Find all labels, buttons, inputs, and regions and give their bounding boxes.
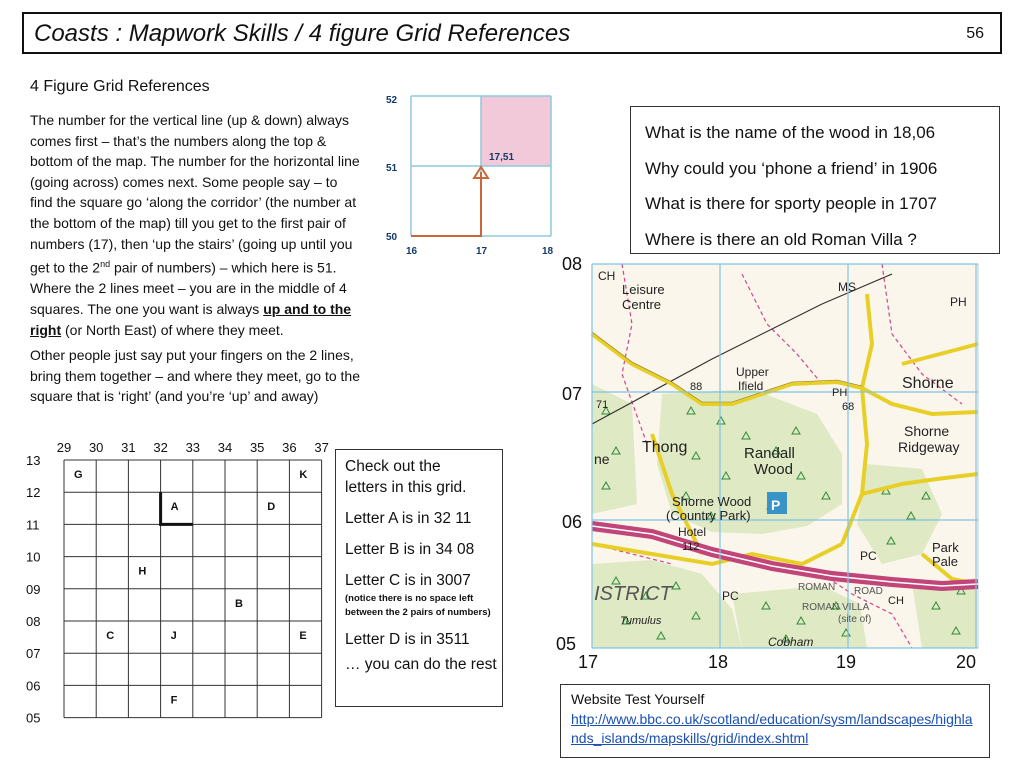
para1-text-c: (or North East) of where they meet. (61, 321, 284, 338)
check-letter-a: Letter A is in 32 11 (345, 510, 472, 527)
map-place-label: ROMAN (802, 602, 840, 613)
grid-letter: J (170, 630, 177, 642)
grid-letter: K (299, 469, 308, 481)
grid-letter: F (170, 694, 178, 707)
map-place-label: Shorne (904, 423, 950, 439)
map-y-label: 06 (562, 512, 583, 532)
map-body (592, 264, 978, 649)
grid-top-label: 30 (88, 440, 104, 455)
check-box (335, 449, 503, 707)
diagram-arrow (411, 172, 481, 236)
map-place-label: CH (888, 595, 904, 607)
map-place-label: 68 (842, 401, 855, 413)
map-place-label: PH (832, 387, 848, 399)
grid-top-label: 36 (282, 440, 297, 455)
page-number: 56 (966, 25, 984, 42)
intro-paragraph-1 (30, 110, 360, 340)
grid-top-label: 37 (314, 440, 329, 455)
grid-left-label: 10 (26, 549, 41, 565)
para1-text-b: pair of numbers) – which here is 51. Where the 2 lines meet – you are in the middle of 4 squares. The one you want is always (30, 259, 347, 317)
website-link[interactable]: http://www.bbc.co.uk/scotland/education/sysm/landscapes/highlands_islands/mapskills/grid/index.shtml (571, 710, 973, 746)
website-label: Website Test Yourself (571, 691, 705, 707)
section-heading: 4 Figure Grid References (30, 78, 210, 95)
map-place-label: Cobham (768, 635, 814, 649)
map-place-label: PH (950, 295, 967, 309)
grid-letter: G (74, 469, 83, 481)
question-4: Where is there an old Roman Villa ? (645, 229, 917, 249)
grid-letter: D (267, 501, 276, 514)
map-place-label: Ridgeway (898, 439, 960, 455)
questions-box (630, 106, 1000, 254)
grid-letter: C (106, 630, 115, 642)
map-place-label: Hotel (678, 525, 707, 539)
grid-letter: E (299, 630, 307, 642)
grid-top-label: 33 (185, 440, 201, 455)
diagram-cell-label: 17,51 (489, 152, 515, 163)
map-y-label: 07 (562, 384, 583, 404)
map-place-label: Shorne (902, 375, 954, 392)
grid-letter: B (235, 597, 243, 610)
para1-superscript: nd (100, 259, 111, 270)
os-map-extract (556, 254, 992, 674)
check-rest: … you can do the rest (345, 656, 497, 673)
map-place-label: Tumulus (620, 615, 662, 627)
map-place-label: 88 (690, 381, 703, 393)
para1-text-a: The number for the vertical line (up & down) always comes first – that’s the numbers along the top & bottom of the map. The number for the horizontal line (going across) comes next. Some people say – to find the square go ‘along the corridor’ (the number at the bottom of the map) till you get to the first pair of numbers (17), then ‘up the stairs’ (going up until you get to the 2 (30, 112, 360, 276)
map-place-label: MS (838, 280, 856, 294)
map-x-label: 19 (836, 652, 857, 672)
map-place-label: ROAD (854, 586, 883, 597)
map-place-label: 71 (596, 399, 609, 411)
diagram-x-label: 18 (542, 246, 554, 257)
map-place-label: Shorne Wood (672, 494, 752, 509)
title-bar (22, 12, 1002, 54)
map-place-label: Pale (932, 554, 959, 569)
grid-top-label: 31 (121, 440, 136, 455)
question-1: What is the name of the wood in 18,06 (645, 123, 936, 142)
map-x-label: 20 (956, 652, 977, 672)
check-letter-c: Letter C is in 3007 (345, 572, 471, 589)
grid-top-label: 34 (217, 440, 233, 455)
map-place-label: Leisure (622, 282, 665, 297)
grid-left-label: 11 (26, 517, 40, 533)
check-note-1: (notice there is no space left (345, 593, 474, 604)
map-place-label: ROMAN (798, 582, 836, 593)
map-place-label: (Country Park) (666, 508, 751, 523)
check-note-2: between the 2 pairs of numbers) (345, 607, 491, 618)
grid-letter: H (138, 565, 147, 578)
check-line-2: letters in this grid. (345, 479, 467, 496)
check-line-1: Check out the (345, 458, 441, 475)
grid-left-label: 07 (26, 646, 41, 662)
map-place-label: Ifield (738, 379, 764, 393)
question-3: What is there for sporty people in 1707 (645, 194, 937, 213)
question-2: Why could you ‘phone a friend’ in 1906 (645, 158, 938, 178)
grid-left-label: 09 (26, 581, 41, 597)
map-place-label: Centre (622, 297, 662, 312)
map-place-label: Wood (754, 461, 793, 478)
diagram-y-label: 51 (386, 163, 398, 174)
map-place-label: P (771, 497, 781, 513)
map-place-label: VILLA (842, 602, 870, 613)
map-place-label: ISTRICT (594, 583, 672, 605)
intro-paragraph-2: Other people just say put your fingers on the 2 lines, bring them together – and where they meet, go to the square that is ‘right’ (and you’re ‘up’ and away) (30, 347, 360, 405)
map-place-label: Park (932, 540, 959, 555)
grid-letter: A (170, 501, 179, 514)
page-title: Coasts : Mapwork Skills / 4 figure Grid References (34, 20, 571, 47)
grid-left-label: 13 (26, 453, 41, 468)
para1-emphasis: up and to the right (30, 301, 352, 338)
website-box (560, 684, 990, 758)
diagram-x-label: 17 (476, 246, 488, 257)
grid-left-label: 08 (26, 614, 41, 629)
grid-left-label: 12 (26, 485, 41, 501)
map-place-label: Upper (736, 365, 769, 379)
map-y-label: 05 (556, 634, 577, 654)
map-place-label: Thong (642, 439, 688, 456)
grid-left-label: 06 (26, 678, 41, 694)
diagram-y-label: 50 (386, 232, 398, 243)
map-place-label: Randall (744, 445, 795, 462)
letter-grid (26, 434, 336, 726)
grid-top-label: 29 (56, 440, 72, 455)
grid-reference-diagram (380, 88, 560, 260)
check-letter-d: Letter D is in 3511 (345, 631, 470, 648)
map-place-label: PC (722, 589, 739, 603)
map-x-label: 17 (578, 652, 599, 672)
map-place-label: CH (598, 269, 616, 283)
diagram-x-label: 16 (406, 246, 418, 257)
map-x-label: 18 (708, 652, 729, 672)
map-place-label: ne (594, 451, 610, 467)
grid-top-label: 35 (249, 440, 265, 455)
grid-left-label: 05 (26, 710, 41, 726)
map-place-label: (site of) (838, 614, 872, 625)
map-place-label: PC (860, 549, 877, 563)
map-y-label: 08 (562, 254, 583, 274)
map-place-label: 112 (682, 541, 700, 553)
check-letter-b: Letter B is in 34 08 (345, 541, 475, 558)
grid-top-label: 32 (153, 440, 168, 455)
diagram-y-label: 52 (386, 95, 398, 106)
